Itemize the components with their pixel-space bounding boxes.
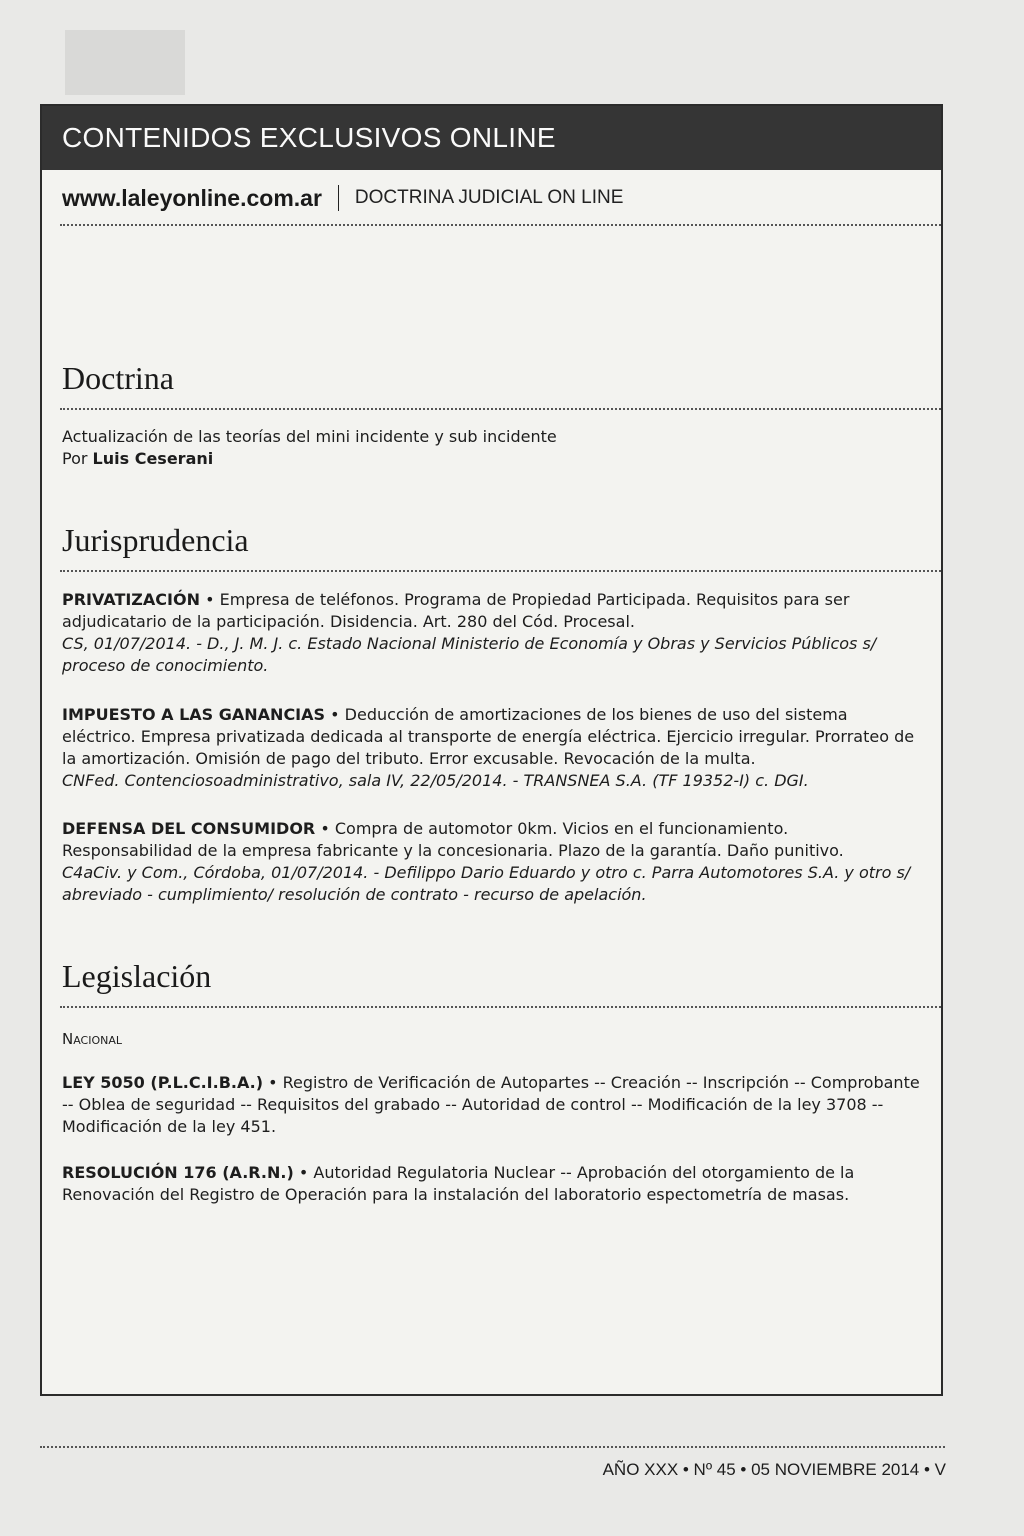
dotted-divider bbox=[60, 570, 941, 572]
entry-topic: PRIVATIZACIÓN bbox=[62, 590, 200, 609]
entry-citation: CNFed. Contenciosoadministrativo, sala IV, 22/05/2014. - TRANSNEA S.A. (TF 19352-I) c. DGI. bbox=[62, 771, 809, 790]
author-prefix: Por bbox=[62, 449, 88, 468]
dotted-divider bbox=[60, 1006, 941, 1008]
doctrina-author-line bbox=[62, 448, 922, 470]
legislacion-entry[interactable] bbox=[62, 1162, 922, 1206]
footer-issue-info: AÑO XXX • Nº 45 • 05 NOVIEMBRE 2014 • V bbox=[602, 1460, 946, 1479]
jurisprudencia-entry[interactable] bbox=[62, 818, 922, 906]
entry-topic: RESOLUCIÓN 176 (A.R.N.) bbox=[62, 1163, 294, 1182]
doctrina-article-title[interactable]: Actualización de las teorías del mini incidente y sub incidente bbox=[62, 427, 557, 446]
entry-citation: C4aCiv. y Com., Córdoba, 01/07/2014. - Defilippo Dario Eduardo y otro c. Parra Automotores S.A. y otro s/ abreviado - cumplimiento/ resolución de contrato - recurso de apelación. bbox=[62, 863, 911, 904]
entry-summary: Compra de automotor 0km. Vicios en el funcionamiento. Responsabilidad de la empresa fabricante y la concesionaria. Plazo de la garantía. Daño punitivo. bbox=[62, 819, 844, 860]
legislacion-subheading: Nacional bbox=[62, 1030, 123, 1048]
background-image-block bbox=[65, 30, 185, 95]
banner bbox=[42, 106, 941, 170]
entry-summary: Empresa de teléfonos. Programa de Propiedad Participada. Requisitos para ser adjudicatario de la participación. Disidencia. Art. 280 del Cód. Procesal. bbox=[62, 590, 850, 631]
doctrina-author: Luis Ceserani bbox=[92, 449, 214, 468]
legislacion-entry[interactable] bbox=[62, 1072, 922, 1138]
legislacion-heading: Legislación bbox=[62, 958, 212, 994]
vertical-divider bbox=[338, 185, 339, 211]
entry-summary: Deducción de amortizaciones de los bienes de uso del sistema eléctrico. Empresa privatizada dedicada al transporte de energía eléctrica. Ejercicio irregular. Prorrateo de la amortización. Omisión de pago del tributo. Error excusable. Revocación de la multa. bbox=[62, 705, 915, 768]
jurisprudencia-heading: Jurisprudencia bbox=[62, 522, 249, 558]
entry-summary: Autoridad Regulatoria Nuclear -- Aprobación del otorgamiento de la Renovación del Registro de Operación para la instalación del laboratorio espectometría de masas. bbox=[62, 1163, 855, 1204]
doctrina-heading: Doctrina bbox=[62, 360, 174, 396]
jurisprudencia-entry[interactable] bbox=[62, 589, 922, 677]
bullet-separator: • bbox=[205, 590, 215, 609]
entry-summary: Registro de Verificación de Autopartes -- Creación -- Inscripción -- Comprobante -- Oblea de seguridad -- Requisitos del grabado -- Autoridad de control -- Modificación de la ley 3708 -- Modificación de la ley 451. bbox=[62, 1073, 920, 1136]
bullet-separator: • bbox=[320, 819, 330, 838]
jurisprudencia-entry[interactable] bbox=[62, 704, 922, 792]
bullet-separator: • bbox=[268, 1073, 278, 1092]
footer-dotted-divider bbox=[40, 1446, 945, 1448]
banner-title: CONTENIDOS EXCLUSIVOS ONLINE bbox=[62, 122, 556, 153]
site-description: DOCTRINA JUDICIAL ON LINE bbox=[354, 187, 624, 208]
bullet-separator: • bbox=[298, 1163, 309, 1182]
entry-topic: IMPUESTO A LAS GANANCIAS bbox=[62, 705, 326, 724]
dotted-divider bbox=[60, 408, 941, 410]
entry-citation: CS, 01/07/2014. - D., J. M. J. c. Estado Nacional Ministerio de Economía y Obras y Servicios Públicos s/ proceso de conocimiento. bbox=[62, 634, 877, 675]
bullet-separator: • bbox=[330, 705, 340, 724]
dotted-divider bbox=[60, 224, 941, 226]
entry-topic: LEY 5050 (P.L.C.I.B.A.) bbox=[62, 1073, 264, 1092]
entry-topic: DEFENSA DEL CONSUMIDOR bbox=[62, 819, 316, 838]
site-row bbox=[62, 182, 623, 214]
online-content-panel bbox=[40, 104, 943, 1396]
site-url-link[interactable]: www.laleyonline.com.ar bbox=[62, 184, 322, 211]
